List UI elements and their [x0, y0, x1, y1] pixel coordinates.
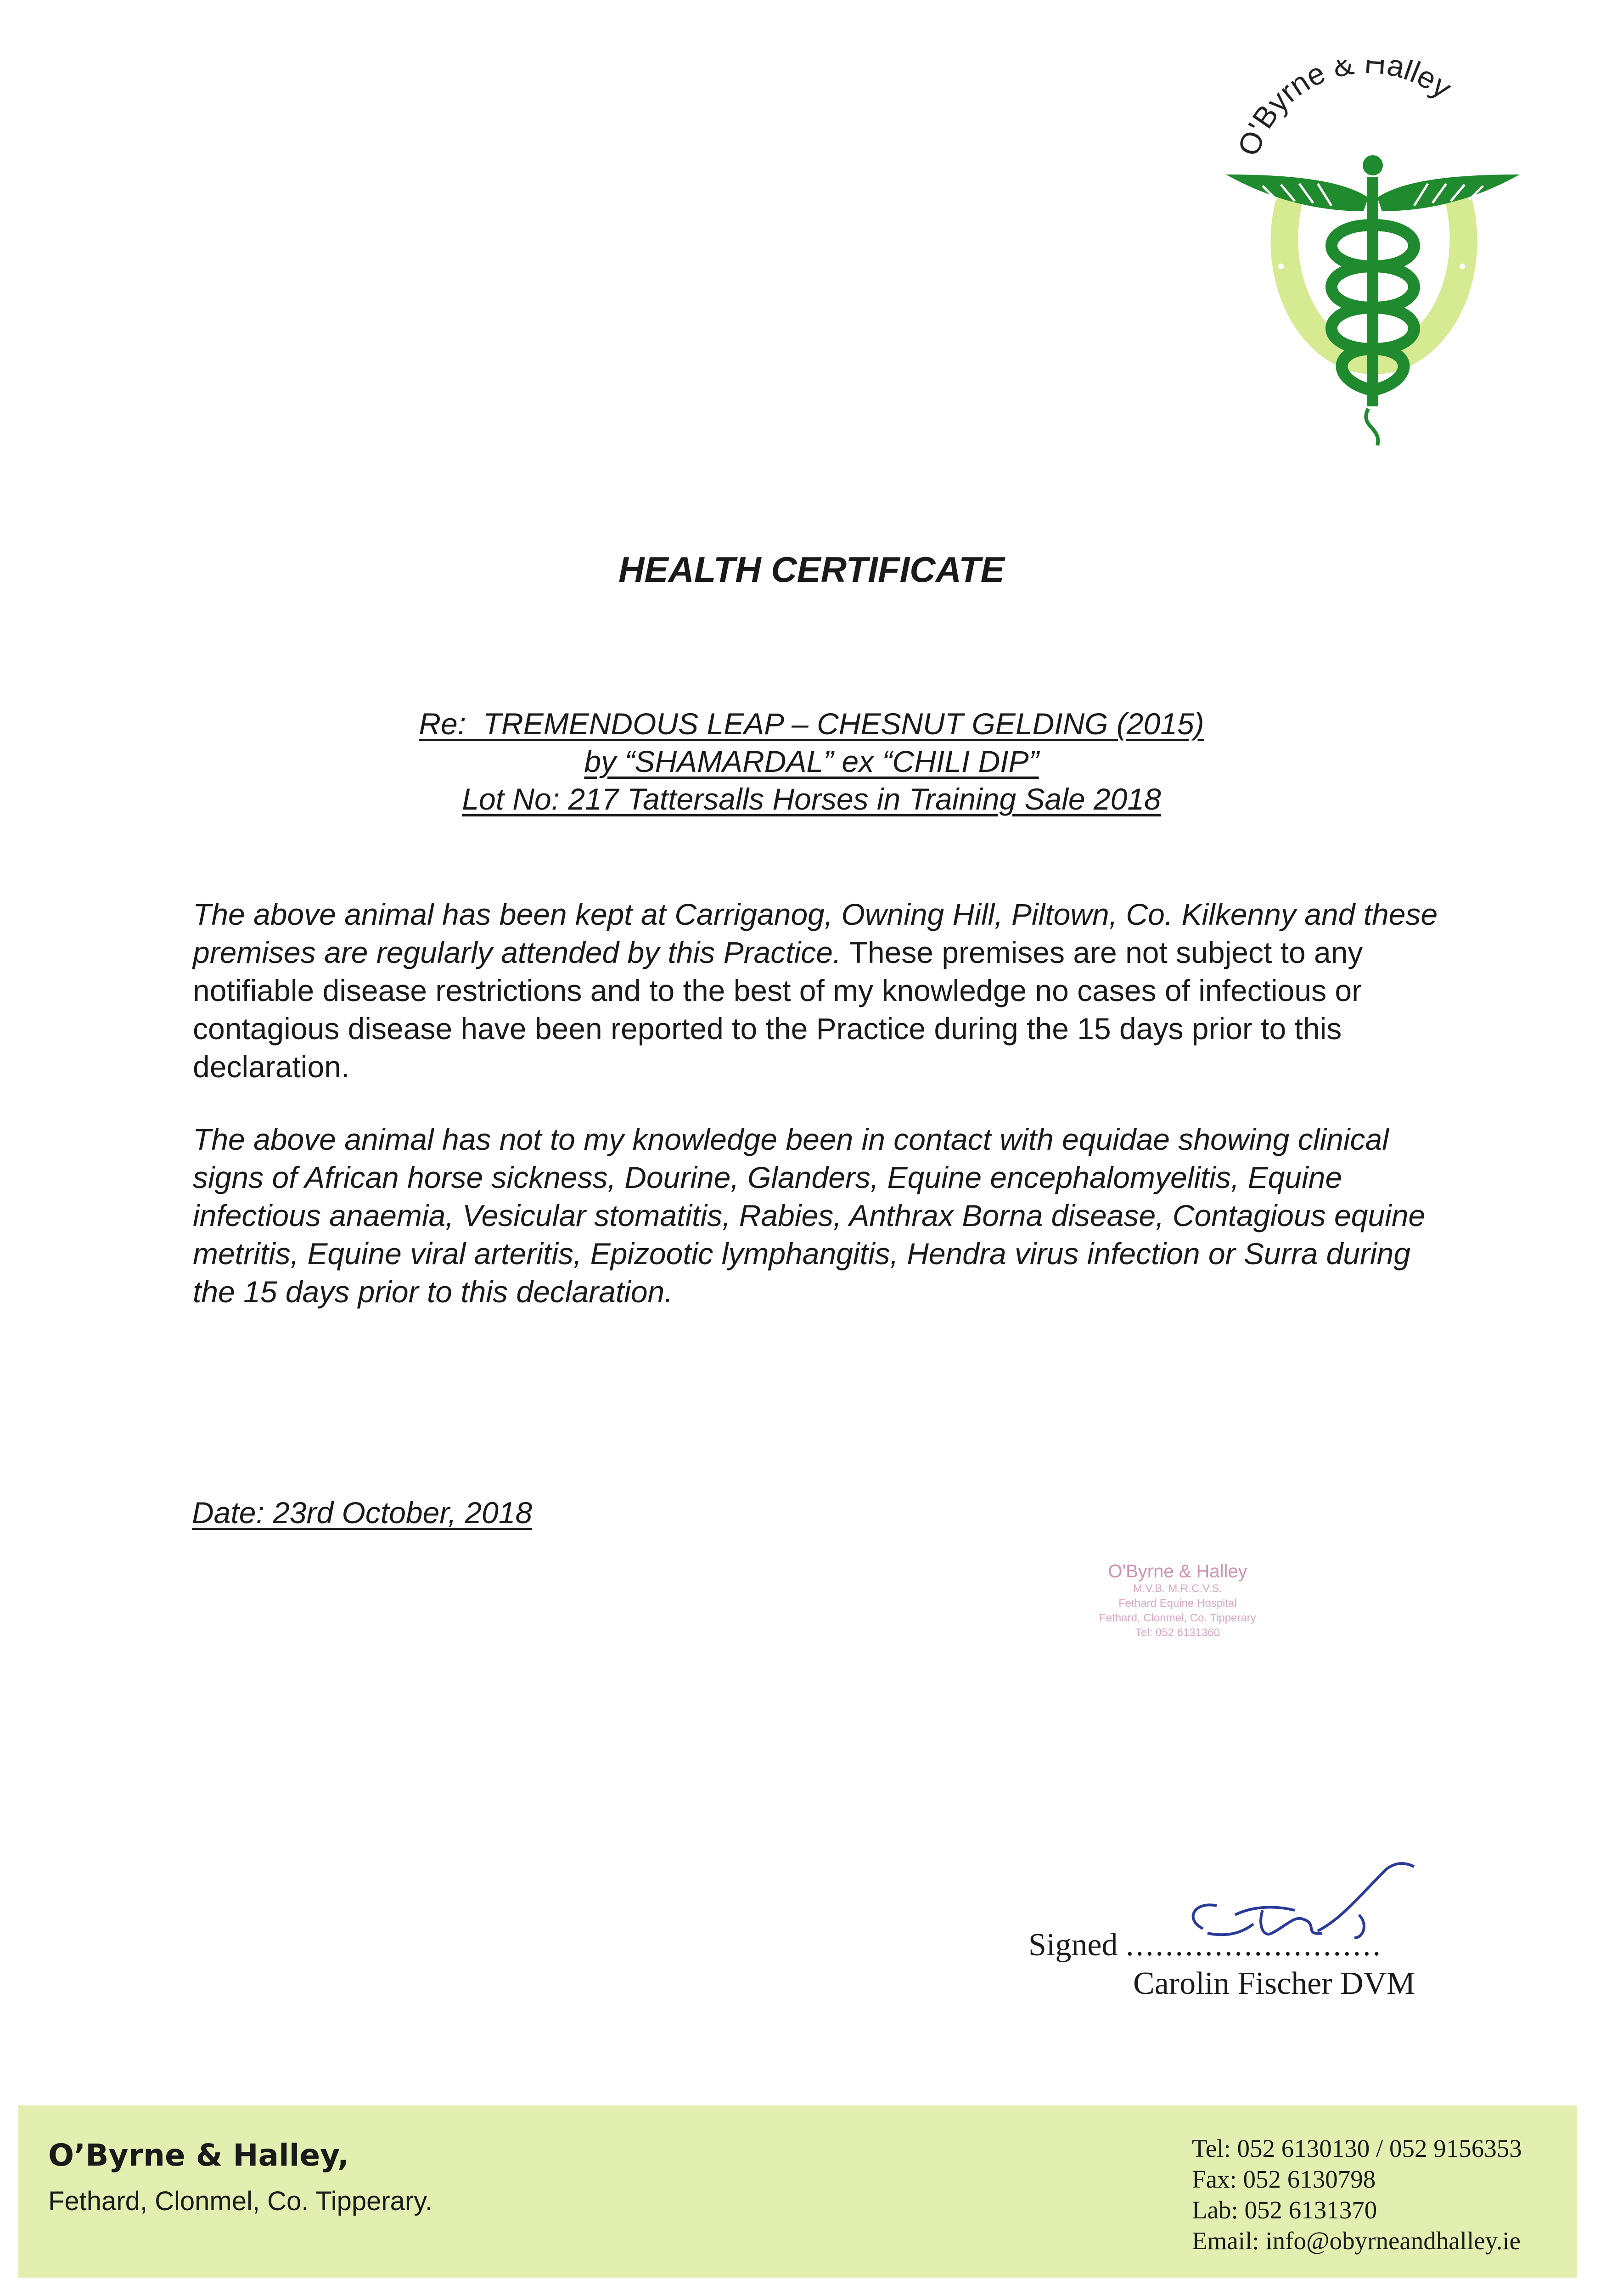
subject-line-1	[0, 705, 1623, 743]
premises-italic-text: The above animal has been kept at Carriganog, Owning Hill, Piltown, Co. Kilkenny and these premises are regularly attended by this Practice.	[193, 897, 1438, 969]
stamp-line-1: O'Byrne & Halley	[1108, 1561, 1247, 1581]
certificate-date: Date: 23rd October, 2018	[192, 1496, 533, 1530]
signed-label: Signed	[1028, 1927, 1118, 1963]
footer-practice-name: O’Byrne & Halley,	[48, 2138, 349, 2173]
horse-name-line: TREMENDOUS LEAP – CHESNUT GELDING (2015)	[483, 707, 1204, 741]
caduceus-horseshoe-icon	[1212, 60, 1524, 455]
stamp-line-5: Tel: 052 6131360	[1135, 1626, 1220, 1639]
footer-email: Email: info@obyrneandhalley.ie	[1192, 2227, 1521, 2255]
svg-text:O'Byrne & Halley	[1231, 60, 1458, 160]
footer-contacts	[1192, 2133, 1522, 2256]
stamp-line-2: M.V.B. M.R.C.V.S.	[1133, 1582, 1223, 1595]
footer-lab: Lab: 052 6131370	[1192, 2196, 1377, 2224]
stamp-line-4: Fethard, Clonmel, Co. Tipperary	[1099, 1612, 1256, 1624]
pedigree-line: by “SHAMARDAL” ex “CHILI DIP”	[584, 744, 1039, 778]
stamp-line-3: Fethard Equine Hospital	[1118, 1597, 1237, 1609]
premises-paragraph	[193, 895, 1442, 1086]
footer-tel: Tel: 052 6130130 / 052 9156353	[1192, 2134, 1522, 2162]
practice-logo	[1212, 60, 1524, 455]
footer-fax: Fax: 052 6130798	[1192, 2165, 1376, 2193]
premises-regular-text: These premises are not subject to any notifiable disease restrictions and to the best of my knowledge no cases of infectious or contagious disease have been reported to the Practice during the 15 days prior to this declaration.	[193, 935, 1363, 1084]
signature-dots: ..........................	[1125, 1927, 1382, 1963]
practice-stamp	[1070, 1561, 1286, 1658]
logo-text: O'Byrne & Halley	[1231, 60, 1458, 160]
document-title: HEALTH CERTIFICATE	[618, 549, 1005, 590]
subject-block	[0, 705, 1623, 818]
subject-prefix: Re:	[419, 707, 466, 741]
contact-paragraph: The above animal has not to my knowledge been in contact with equidae showing clinical signs of African horse sickness, Dourine, Glanders, Equine encephalomyelitis, Equine infectious anaemia, Vesicular stomatitis, Rabies, Anthrax Borna disease, Contagious equine metritis, Equine viral arteritis, Epizootic lymphangitis, Hendra virus infection or Surra during the 15 days prior to this declaration.	[193, 1122, 1426, 1309]
lot-line: Lot No: 217 Tattersalls Horses in Training Sale 2018	[462, 782, 1161, 816]
footer-band	[18, 2105, 1577, 2278]
footer-address: Fethard, Clonmel, Co. Tipperary.	[48, 2186, 433, 2216]
signed-line	[1028, 1927, 1382, 1964]
signer-name: Carolin Fischer DVM	[1133, 1966, 1415, 2001]
